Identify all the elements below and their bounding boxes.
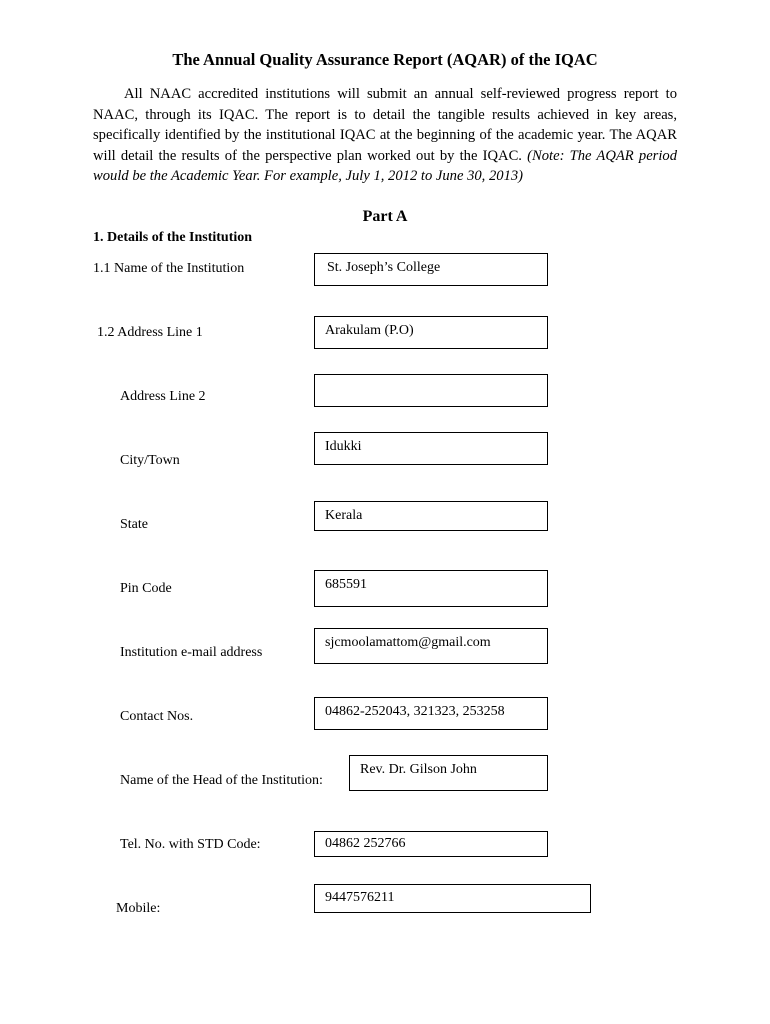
tel-label: Tel. No. with STD Code: [120, 837, 261, 852]
head-label: Name of the Head of the Institution: [120, 773, 323, 788]
contact-label: Contact Nos. [120, 709, 194, 724]
pin-code-field[interactable]: 685591 [314, 570, 548, 607]
contact-field[interactable]: 04862-252043, 321323, 253258 [314, 697, 548, 730]
address-line1-label: 1.2 Address Line 1 [97, 325, 203, 340]
state-label: State [120, 517, 148, 532]
email-label: Institution e-mail address [120, 645, 263, 660]
pin-code-label: Pin Code [120, 581, 172, 596]
document-title: The Annual Quality Assurance Report (AQAR) of the IQAC [172, 50, 598, 69]
state-field[interactable]: Kerala [314, 501, 548, 531]
mobile-label: Mobile: [116, 901, 161, 916]
email-field[interactable]: sjcmoolamattom@gmail.com [314, 628, 548, 664]
address-line2-label: Address Line 2 [120, 389, 206, 404]
section-heading: 1. Details of the Institution [93, 230, 253, 245]
institution-name-field[interactable]: St. Joseph’s College [314, 253, 548, 286]
head-field[interactable]: Rev. Dr. Gilson John [349, 755, 548, 791]
city-label: City/Town [120, 453, 180, 468]
institution-name-label: 1.1 Name of the Institution [93, 261, 245, 276]
intro-note: (Note: The AQAR period would be the Academic Year. For example, July 1, 2012 to June 30, 2013) [93, 147, 677, 184]
intro-paragraph [93, 84, 677, 187]
part-heading: Part A [362, 208, 408, 225]
city-field[interactable]: Idukki [314, 432, 548, 465]
address-line2-field[interactable] [314, 374, 548, 407]
address-line1-field[interactable]: Arakulam (P.O) [314, 316, 548, 349]
mobile-field[interactable]: 9447576211 [314, 884, 591, 913]
tel-field[interactable]: 04862 252766 [314, 831, 548, 857]
intro-text: All NAAC accredited institutions will submit an annual self-reviewed progress report to NAAC, through its IQAC. The report is to detail the tangible results achieved in key areas, specifically identified by the institutional IQAC at the beginning of the academic year. The AQAR will detail the results of the perspective plan worked out by the IQAC. [93, 86, 677, 164]
